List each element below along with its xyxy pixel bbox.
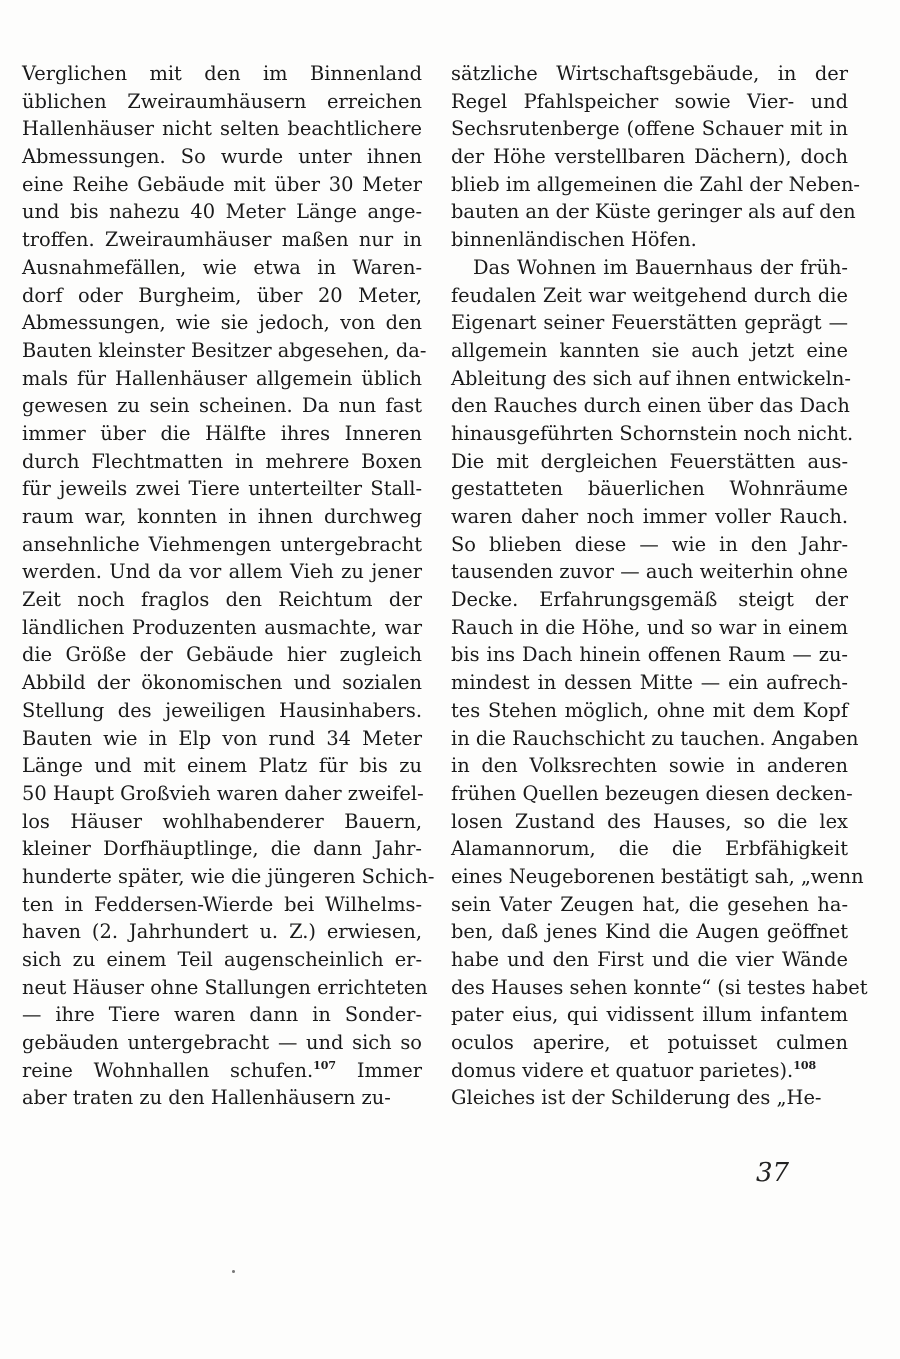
- text-line: Eigenart seiner Feuerstätten geprägt —: [451, 311, 848, 335]
- text-line: pater eius, qui vidissent illum infantem: [451, 1003, 848, 1027]
- text-fragment: domus videre et quatuor parietes).: [451, 1058, 794, 1082]
- text-line: und bis nahezu 40 Meter Länge ange-: [22, 200, 422, 224]
- text-line: Sechsrutenberge (offene Schauer mit in: [451, 117, 848, 141]
- text-line: mindest in dessen Mitte — ein aufrech-: [451, 671, 848, 695]
- text-line: ben, daß jenes Kind die Augen geöffnet: [451, 920, 848, 944]
- page-number: 37: [756, 1158, 790, 1188]
- text-line: in den Volksrechten sowie in anderen: [451, 754, 848, 778]
- text-line: — ihre Tiere waren dann in Sonder-: [22, 1003, 422, 1027]
- text-line: werden. Und da vor allem Vieh zu jener: [22, 560, 422, 584]
- text-line: mals für Hallenhäuser allgemein üblich: [22, 366, 422, 390]
- text-line: Stellung des jeweiligen Hausinhabers.: [22, 698, 422, 722]
- text-line: gestatteten bäuerlichen Wohnräume: [451, 477, 848, 501]
- paper-speck: [232, 1270, 235, 1273]
- text-line: [22, 1057, 422, 1085]
- text-line: gebäuden untergebracht — und sich so: [22, 1031, 422, 1055]
- text-line: losen Zustand des Hauses, so die lex: [451, 809, 848, 833]
- text-line: los Häuser wohlhabenderer Bauern,: [22, 809, 422, 833]
- text-line: Hallenhäuser nicht selten beachtlichere: [22, 117, 422, 141]
- text-line: hunderte später, wie die jüngeren Schich-: [22, 864, 435, 888]
- text-line: sich zu einem Teil augenscheinlich er-: [22, 948, 422, 971]
- text-line: gewesen zu sein scheinen. Da nun fast: [22, 394, 422, 418]
- text-line: Länge und mit einem Platz für bis zu: [22, 754, 422, 778]
- text-line: sein Vater Zeugen hat, die gesehen ha-: [451, 892, 848, 916]
- left-text-column: [22, 60, 435, 1112]
- text-line: üblichen Zweiraumhäusern erreichen: [22, 89, 422, 113]
- text-line: Verglichen mit den im Binnenland: [22, 62, 422, 85]
- text-line: ten in Feddersen-Wierde bei Wilhelms-: [22, 892, 422, 916]
- text-line: Das Wohnen im Bauernhaus der früh-: [473, 255, 848, 279]
- text-line: hinausgeführten Schornstein noch nicht.: [451, 421, 854, 445]
- text-line: Die mit dergleichen Feuerstätten aus-: [451, 449, 848, 473]
- text-line: immer über die Hälfte ihres Inneren: [22, 421, 422, 445]
- text-line: blieb im allgemeinen die Zahl der Neben-: [451, 172, 860, 196]
- text-line: Abmessungen, wie sie jedoch, von den: [22, 311, 422, 335]
- text-line: die Größe der Gebäude hier zugleich: [22, 643, 422, 667]
- text-fragment: Immer: [356, 1058, 422, 1082]
- text-line: allgemein kannten sie auch jetzt eine: [451, 338, 848, 362]
- text-line: den Rauches durch einen über das Dach: [451, 394, 850, 418]
- footnote-marker: 108: [793, 1058, 817, 1072]
- text-fragment: reine Wohnhallen schufen.: [22, 1058, 314, 1082]
- text-line: troffen. Zweiraumhäuser maßen nur in: [22, 228, 422, 252]
- text-line: Abbild der ökonomischen und sozialen: [22, 671, 422, 695]
- text-line: tes Stehen möglich, ohne mit dem Kopf: [451, 698, 848, 722]
- text-line: Ableitung des sich auf ihnen entwickeln-: [451, 366, 851, 390]
- text-line: aber traten zu den Hallenhäusern zu-: [22, 1086, 391, 1110]
- text-line: Rauch in die Höhe, und so war in einem: [451, 615, 848, 639]
- text-line: Alamannorum, die die Erbfähigkeit: [451, 837, 848, 861]
- text-line: bauten an der Küste geringer als auf den: [451, 200, 856, 224]
- text-line: tausenden zuvor — auch weiterhin ohne: [451, 560, 848, 584]
- text-line: dorf oder Burgheim, über 20 Meter,: [22, 283, 422, 307]
- text-line: eines Neugeborenen bestätigt sah, „wenn: [451, 864, 864, 888]
- text-line: raum war, konnten in ihnen durchweg: [22, 505, 422, 528]
- text-line: 50 Haupt Großvieh waren daher zweifel-: [22, 781, 424, 805]
- text-line: ländlichen Produzenten ausmachte, war: [22, 615, 422, 639]
- text-line: sätzliche Wirtschaftsgebäude, in der: [451, 62, 848, 85]
- text-line: eine Reihe Gebäude mit über 30 Meter: [22, 172, 422, 196]
- text-line: waren daher noch immer voller Rauch.: [451, 505, 848, 528]
- text-line: Ausnahmefällen, wie etwa in Waren-: [22, 255, 422, 279]
- text-line: in die Rauchschicht zu tauchen. Angaben: [451, 726, 859, 750]
- text-line: bis ins Dach hinein offenen Raum — zu-: [451, 643, 848, 667]
- text-line: kleiner Dorfhäuptlinge, die dann Jahr-: [22, 837, 422, 861]
- text-line: neut Häuser ohne Stallungen errichteten: [22, 975, 428, 999]
- text-line: binnenländischen Höfen.: [451, 228, 697, 252]
- text-line: haven (2. Jahrhundert u. Z.) erwiesen,: [22, 920, 422, 944]
- text-line: Bauten wie in Elp von rund 34 Meter: [22, 726, 422, 750]
- text-line: Regel Pfahlspeicher sowie Vier- und: [451, 89, 848, 113]
- footnote-marker: 107: [313, 1058, 337, 1072]
- text-line: feudalen Zeit war weitgehend durch die: [451, 283, 848, 307]
- text-line: der Höhe verstellbaren Dächern), doch: [451, 145, 848, 169]
- text-line: Bauten kleinster Besitzer abgesehen, da-: [22, 338, 427, 362]
- text-line: ansehnliche Viehmengen untergebracht: [22, 532, 422, 556]
- text-line: Zeit noch fraglos den Reichtum der: [22, 588, 422, 612]
- text-line: [451, 1057, 848, 1085]
- text-line: für jeweils zwei Tiere unterteilter Stall-: [22, 477, 422, 501]
- text-line: durch Flechtmatten in mehrere Boxen: [22, 449, 422, 473]
- text-line: frühen Quellen bezeugen diesen decken-: [451, 781, 853, 805]
- text-line: Decke. Erfahrungsgemäß steigt der: [451, 588, 848, 612]
- text-line: oculos aperire, et potuisset culmen: [451, 1031, 848, 1055]
- text-line: Abmessungen. So wurde unter ihnen: [22, 145, 422, 169]
- text-line: des Hauses sehen konnte“ (si testes habet: [451, 975, 868, 999]
- right-text-column: [451, 60, 868, 1112]
- text-line: Gleiches ist der Schilderung des „He-: [451, 1086, 822, 1110]
- text-line: So blieben diese — wie in den Jahr-: [451, 532, 848, 556]
- text-line: habe und den First und die vier Wände: [451, 948, 848, 971]
